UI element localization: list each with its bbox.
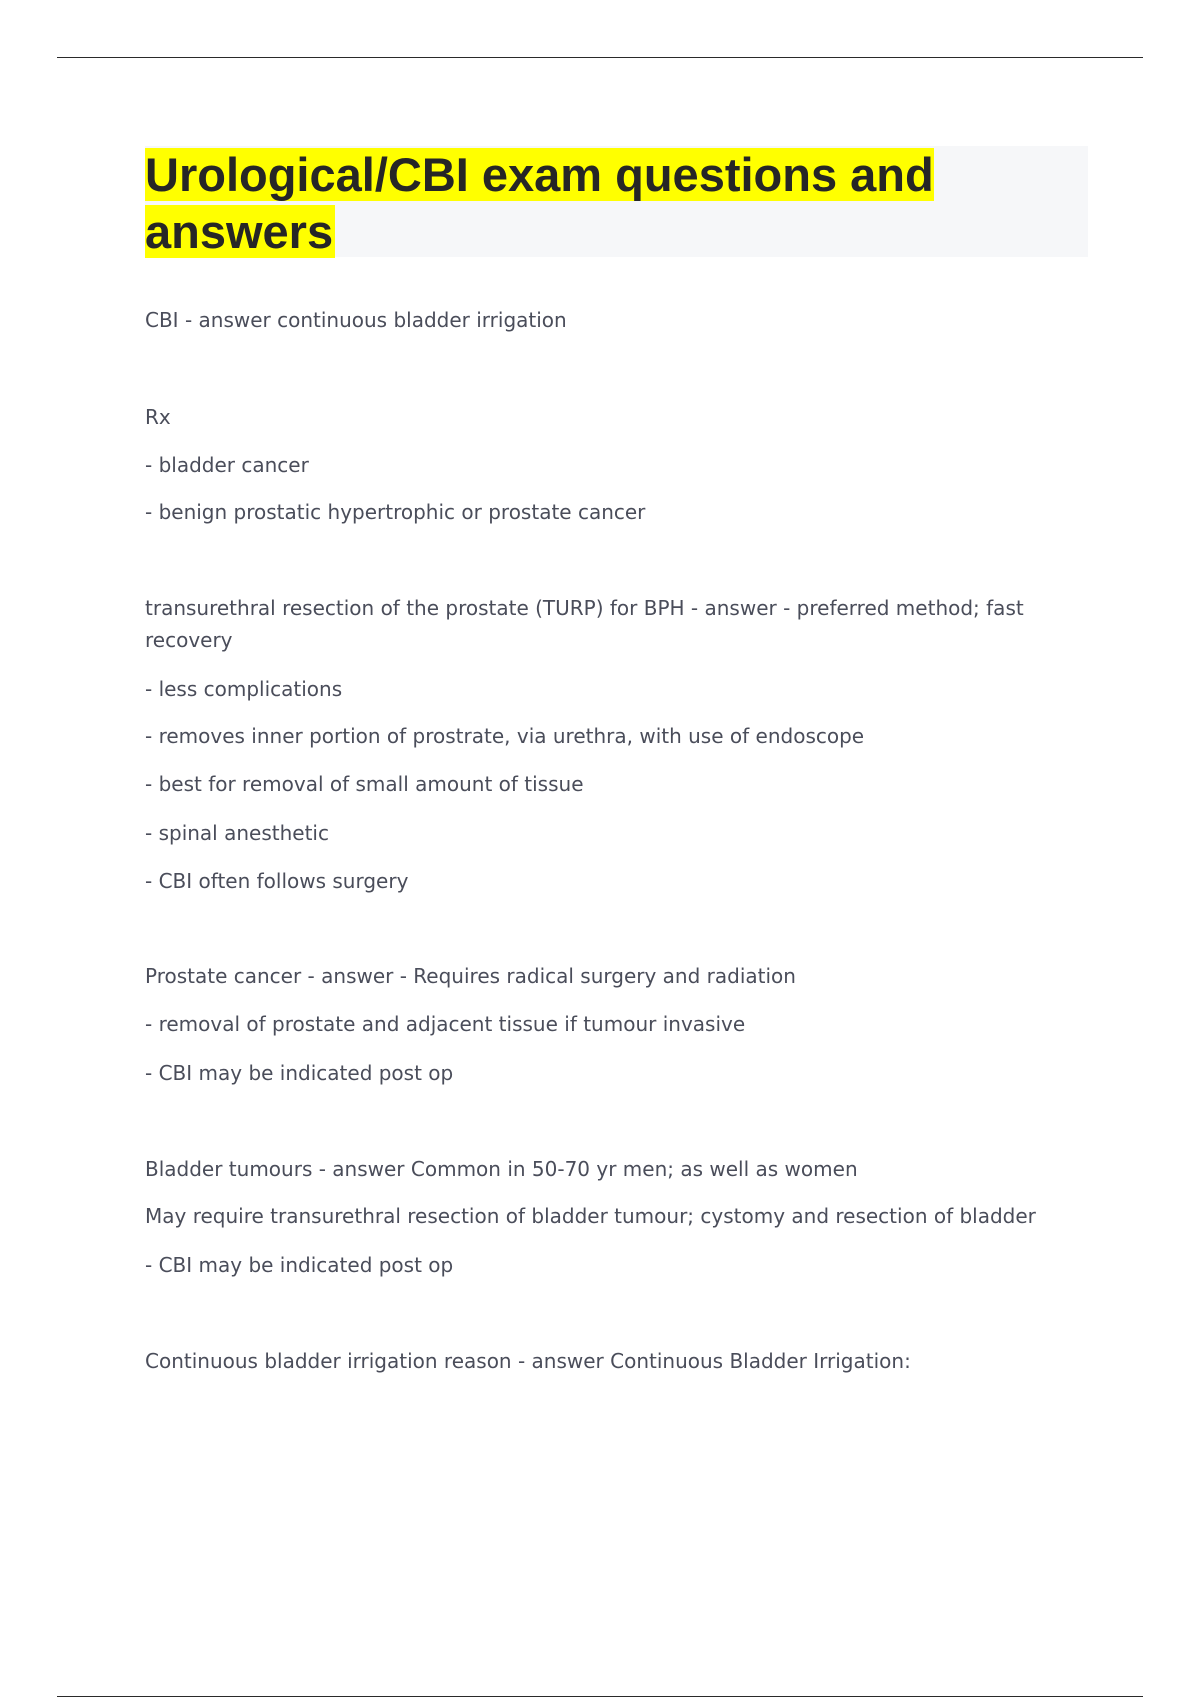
body-line: - CBI may be indicated post op xyxy=(145,1253,454,1277)
title-block xyxy=(145,146,1088,257)
page-title xyxy=(145,146,1088,260)
body-line: - bladder cancer xyxy=(145,453,309,477)
body-line: - removal of prostate and adjacent tissue if tumour invasive xyxy=(145,1012,746,1036)
body-line: - CBI may be indicated post op xyxy=(145,1061,454,1085)
body-line: transurethral resection of the prostate (TURP) for BPH - answer - preferred method; fast recovery xyxy=(145,596,1024,652)
body-line: May require transurethral resection of bladder tumour; cystomy and resection of bladder xyxy=(145,1204,1036,1228)
body-line: - best for removal of small amount of tissue xyxy=(145,772,584,796)
body-line: Rx xyxy=(145,405,171,429)
top-rule xyxy=(57,57,1143,58)
body-line: - less complications xyxy=(145,677,343,701)
body-line: - spinal anesthetic xyxy=(145,821,329,845)
page-title-highlight: Urological/CBI exam questions and answers xyxy=(145,148,934,258)
body-line: Continuous bladder irrigation reason - answer Continuous Bladder Irrigation: xyxy=(145,1349,911,1373)
body-line: - benign prostatic hypertrophic or prostate cancer xyxy=(145,500,646,524)
body-line: Prostate cancer - answer - Requires radical surgery and radiation xyxy=(145,964,796,988)
body-line: - CBI often follows surgery xyxy=(145,869,409,893)
body-line: Bladder tumours - answer Common in 50-70 yr men; as well as women xyxy=(145,1157,858,1181)
bottom-rule xyxy=(57,1696,1143,1697)
body-line: CBI - answer continuous bladder irrigation xyxy=(145,308,567,332)
body-line: - removes inner portion of prostrate, via urethra, with use of endoscope xyxy=(145,724,865,748)
